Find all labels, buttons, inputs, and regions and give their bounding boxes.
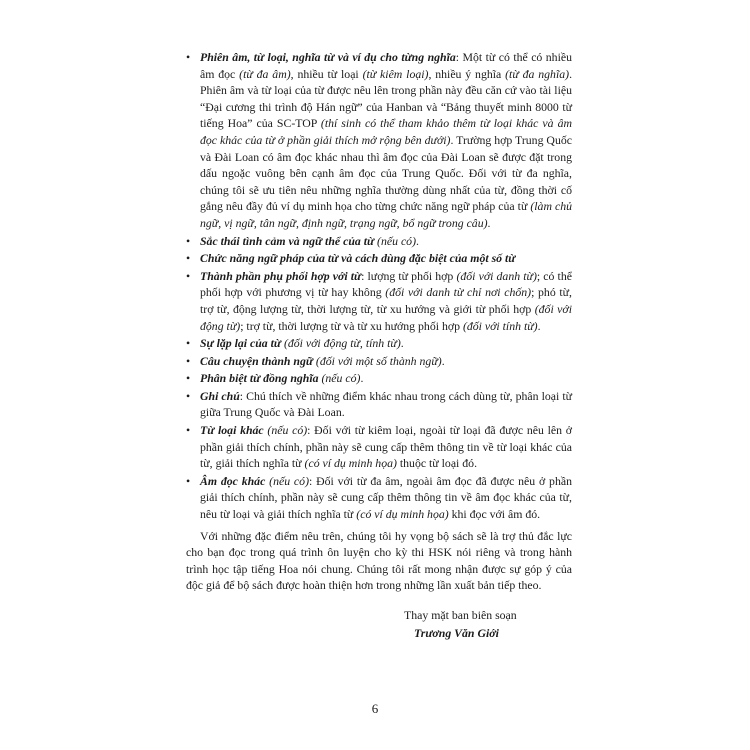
signoff-line: Thay mặt ban biên soạn [404,607,517,622]
item-text: . [487,215,491,230]
item-note: (từ kiêm loại) [362,66,429,81]
list-item [186,370,572,387]
item-text: . [400,336,404,351]
bullet-icon: • [186,50,191,64]
item-text: . [537,318,541,333]
signoff-block [404,606,572,642]
item-text: . [416,233,419,248]
item-heading: Chức năng ngữ pháp của từ và cách dùng đặc biệt của một số từ [200,251,516,266]
item-heading: Câu chuyện thành ngữ [200,353,313,368]
item-note: (đối với danh từ chỉ nơi chốn) [385,285,532,300]
bullet-icon: • [186,336,191,351]
item-note: (nếu có) [374,233,417,248]
item-note: (đối với danh từ) [456,268,537,283]
list-item [186,353,572,370]
item-note: (đối với tính từ) [462,318,538,333]
bullet-icon: • [186,371,191,386]
item-note: (từ đa nghĩa) [505,66,570,81]
item-text: , nhiều từ loại [290,66,363,81]
bullet-icon: • [186,473,191,488]
list-item [186,422,572,472]
bullet-icon: • [186,251,191,266]
item-note: (đối với động từ, tính từ) [281,336,401,351]
list-item [186,335,572,352]
item-note: (thí sinh có thể tham khảo thêm từ loại khác và âm đọc khác của từ ở phần giải thích mở rộng bên dưới) [200,116,572,147]
item-heading: Từ loại khác [200,423,264,438]
signer-name: Trương Văn Giới [414,625,499,640]
item-text: : Đối với từ kiêm loại, ngoài từ loại đã được nêu lên ở phần giải thích chính, phần này sẽ cung cấp thêm thông tin về từ loại khác của từ, giải thích nghĩa từ [200,423,572,471]
item-heading: Sắc thái tình cảm và ngữ thể của từ [200,233,375,248]
list-item [186,250,572,267]
item-heading: Phiên âm, từ loại, nghĩa từ và ví dụ cho từng nghĩa [200,50,456,64]
bullet-icon: • [186,353,191,368]
list-item [186,473,572,523]
item-text: : Chú thích về những điểm khác nhau trong cách dùng từ, phân loại từ giữa Trung Quốc và Đài Loan. [200,388,572,420]
item-heading: Thành phần phụ phối hợp với từ [200,268,362,283]
page-content [186,49,572,642]
item-heading: Phân biệt từ đồng nghĩa [200,371,319,386]
item-text: . [360,371,364,386]
bullet-icon: • [186,423,191,438]
item-text: thuộc từ loại đó. [396,456,478,471]
list-item [186,388,572,421]
item-note: (từ đa âm) [239,66,291,81]
item-text: . Trường hợp Trung Quốc và Đài Loan có âm đọc khác nhau thì âm đọc của Đài Loan sẽ được đặt trong dấu ngoặc vuông bên cạnh âm đọc của Trung Quốc. Đối với từ đa nghĩa, chúng tôi sẽ ưu tiên nêu những nghĩa thường dùng nhất của từ, đồng thời cố gắng nêu đầy đủ ví dụ minh họa cho từng chức năng ngữ pháp của từ [200,132,572,214]
item-heading: Ghi chú [200,388,240,403]
item-text: : Một từ có thể có nhiều âm đọc [200,50,572,81]
item-text: ; trợ từ, thời lượng từ và từ xu hướng phối hợp [240,318,463,333]
item-heading: Âm đọc khác [200,473,266,488]
item-note: (nếu có) [318,371,361,386]
bullet-icon: • [186,388,191,403]
closing-paragraph: Với những đặc điểm nêu trên, chúng tôi hy vọng bộ sách sẽ là trợ thủ đắc lực cho bạn đọc trong quá trình ôn luyện cho kỳ thi HSK nói riêng và trong hành trình học tập tiếng Hoa nói chung. Chúng tôi rất mong nhận được sự góp ý của độc giả để bộ sách được hoàn thiện hơn trong những lần xuất bản tiếp theo. [186,528,572,593]
item-note: (làm chủ ngữ, vị ngữ, tân ngữ, định ngữ, trạng ngữ, bổ ngữ trong câu) [200,199,572,230]
item-heading: Sự lặp lại của từ [200,336,281,351]
list-item [186,49,572,232]
item-note: (đối với một số thành ngữ) [312,353,442,368]
list-item [186,268,572,334]
item-note: (nếu có) [263,423,308,438]
page-number: 6 [371,701,379,716]
item-note: (có ví dụ minh họa) [356,507,449,522]
list-item [186,233,572,250]
bullet-icon: • [186,268,191,283]
item-text: : lượng từ phối hợp [361,268,457,283]
item-text: , nhiều ý nghĩa [428,66,506,81]
item-text: ; có thể phối hợp với phương vị từ hay không [200,268,572,300]
item-text: . [441,353,445,368]
item-note: (nếu có) [265,473,309,488]
feature-list [186,49,572,523]
bullet-icon: • [186,233,191,248]
item-text: ; phó từ, trợ từ, động lượng từ, thời lượng từ, từ xu hướng và giới từ phối hợp [200,285,572,316]
item-note: (đối với động từ) [200,301,572,333]
item-text: khi đọc với âm đó. [448,507,541,522]
item-note: (có ví dụ minh họa) [304,456,397,471]
item-text: : Đối với từ đa âm, ngoài âm đọc đã được nêu ở phần giải thích chính, phần này sẽ cung cấp thêm thông tin về âm đọc khác của từ, nêu từ loại và giải thích nghĩa từ [200,473,572,522]
item-text: . Phiên âm và từ loại của từ được nêu lên trong phần này đều căn cứ vào tài liệu “Đại cương thi trình độ Hán ngữ” của Hanban và “Bảng thuyết minh 8000 từ tiếng Hoa” của SC-TOP [200,66,573,131]
